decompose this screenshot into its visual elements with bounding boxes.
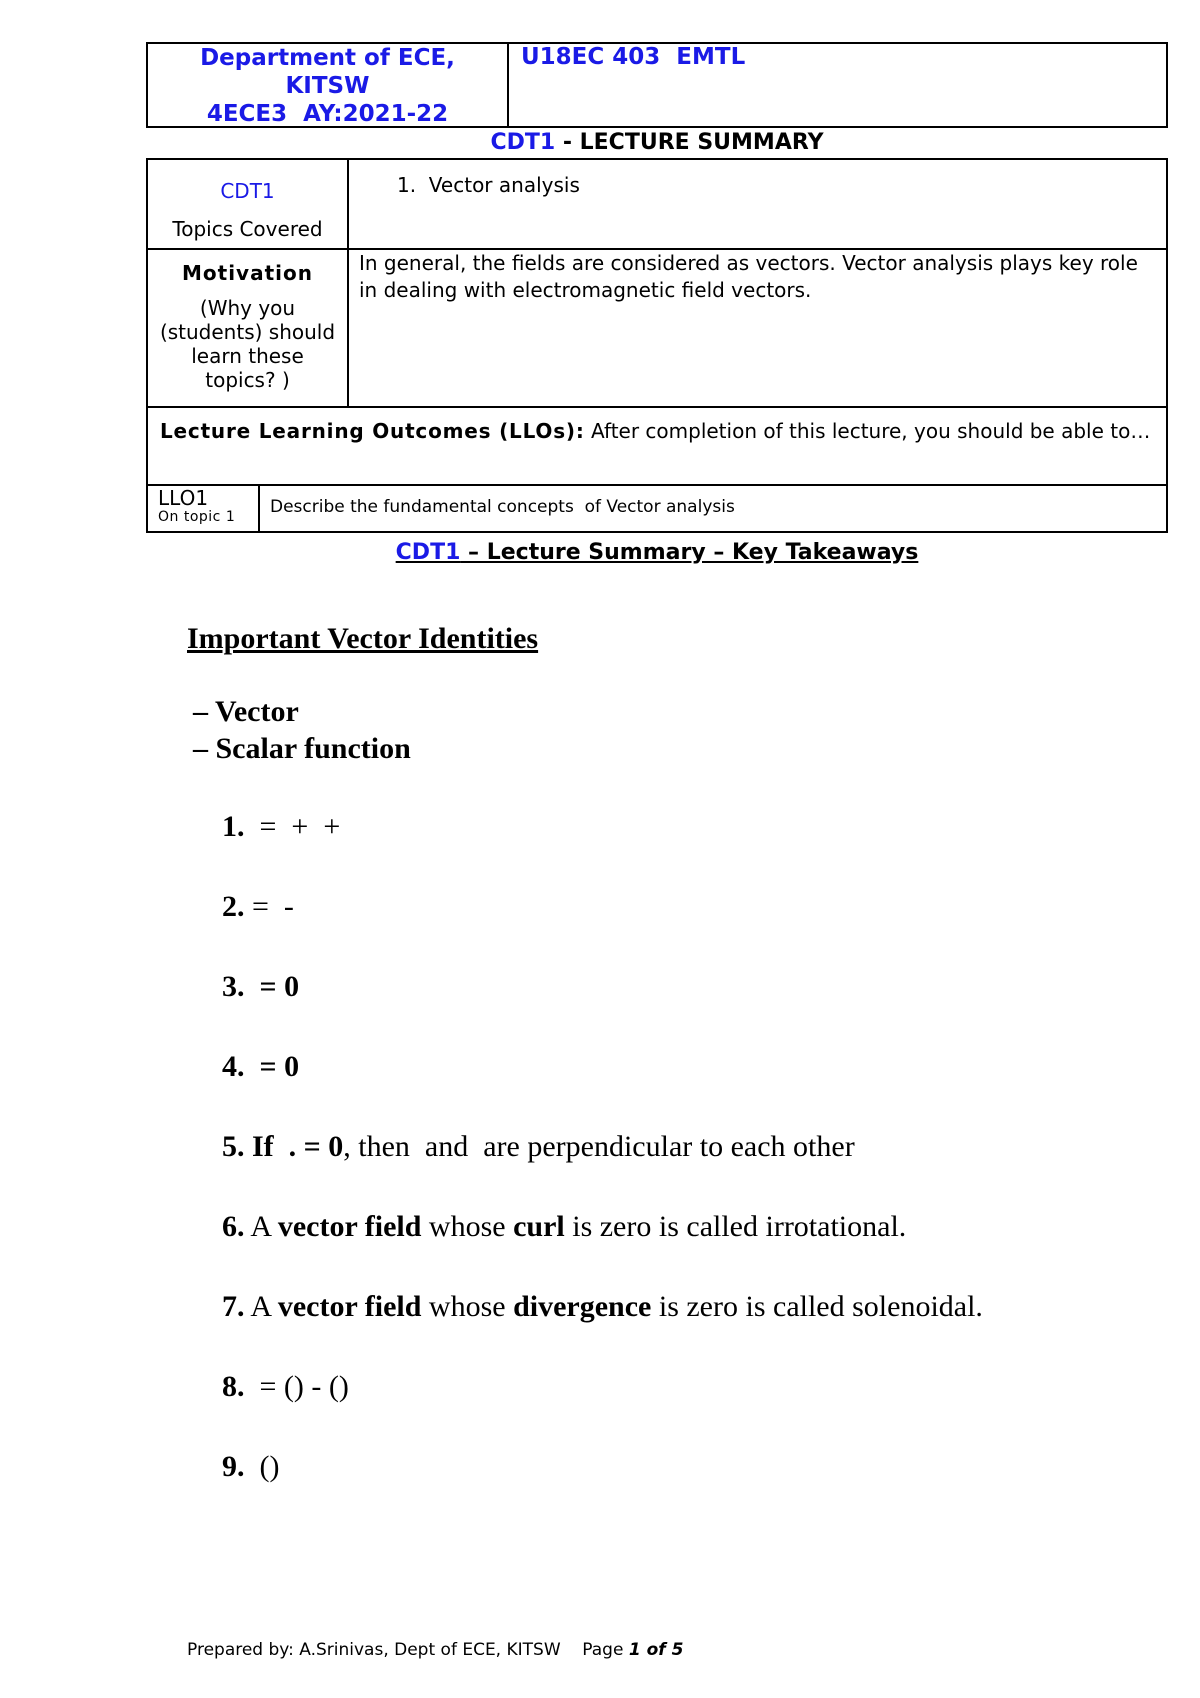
footer-total-pages: 5: [671, 1640, 684, 1660]
identities-title: Important Vector Identities: [187, 622, 539, 655]
page-footer: [187, 1640, 683, 1660]
def-vector: – Vector: [193, 695, 299, 728]
identity-number: 4.: [222, 1050, 245, 1083]
identity-number: 3.: [222, 970, 245, 1003]
summary-title-rest: - LECTURE SUMMARY: [555, 130, 824, 155]
identity-text: is zero is called irrotational.: [564, 1210, 907, 1243]
def-scalar: – Scalar function: [193, 732, 411, 765]
identity-7: [222, 1290, 983, 1324]
identity-text-bold: If . = 0: [244, 1130, 344, 1163]
term-curl: curl: [513, 1210, 565, 1243]
identity-9: [222, 1450, 279, 1484]
identity-text: , then and are perpendicular to each other: [343, 1130, 855, 1163]
identity-8: [222, 1370, 349, 1404]
llo-intro: After completion of this lecture, you should be able to…: [584, 419, 1151, 443]
identity-3: [222, 970, 299, 1004]
key-takeaways-title: [146, 540, 1168, 565]
identity-number: 8.: [222, 1370, 245, 1403]
llo1-label-cell: [148, 486, 260, 531]
dept-line-3: 4ECE3 AY:2021-22: [206, 101, 449, 127]
identity-number: 2.: [222, 890, 245, 923]
motivation-label: Motivation: [182, 261, 313, 285]
lecture-summary-title: [146, 128, 1168, 158]
llo1-label: LLO1: [158, 486, 209, 510]
identity-number: 9.: [222, 1450, 245, 1483]
term-vector-field: vector field: [277, 1290, 422, 1323]
llo1-sub: On topic 1: [158, 509, 236, 525]
identity-text: A: [244, 1210, 278, 1243]
identity-number: 6.: [222, 1210, 245, 1243]
key-takeaways-prefix: CDT1: [395, 540, 461, 565]
footer-page-number: 1: [628, 1640, 641, 1660]
footer-prepared: Prepared by: A.Srinivas, Dept of ECE, KITSW Page: [187, 1640, 629, 1660]
topics-row: [148, 160, 1166, 250]
course-cell: U18EC 403 EMTL: [521, 44, 746, 70]
topics-covered-label: Topics Covered: [172, 217, 323, 241]
department-cell: [148, 44, 509, 126]
identity-text: whose: [421, 1210, 514, 1243]
footer-of: of: [640, 1640, 672, 1660]
motivation-text: In general, the fields are considered as vectors. Vector analysis plays key role in dealing with electromagnetic field vectors.: [359, 251, 1138, 302]
identity-text: (): [244, 1450, 280, 1483]
header-box: [146, 42, 1168, 128]
topic-1: 1. Vector analysis: [397, 173, 580, 197]
identity-text: A: [244, 1290, 278, 1323]
llo1-text: Describe the fundamental concepts of Vector analysis: [270, 497, 735, 517]
identity-4: [222, 1050, 299, 1084]
identity-1: [222, 810, 340, 844]
summary-title-prefix: CDT1: [490, 130, 556, 155]
identity-text: = -: [244, 890, 294, 923]
identity-text: = 0: [244, 970, 300, 1003]
identity-2: [222, 890, 294, 924]
motivation-sub: (Why you (students) should learn these topics? ): [159, 296, 336, 392]
dept-line-2: KITSW: [285, 73, 370, 99]
identity-5: [222, 1130, 855, 1164]
identity-6: [222, 1210, 906, 1244]
identity-text: = () - (): [244, 1370, 349, 1403]
identity-text: is zero is called solenoidal.: [651, 1290, 983, 1323]
identity-number: 5.: [222, 1130, 245, 1163]
motivation-label-cell: [148, 250, 349, 406]
cdt-label: CDT1: [220, 179, 275, 203]
key-takeaways-rest: – Lecture Summary – Key Takeaways: [460, 540, 919, 565]
llo-heading: Lecture Learning Outcomes (LLOs):: [160, 419, 585, 443]
summary-table: [146, 158, 1168, 533]
topics-label-cell: [148, 160, 349, 248]
llo-heading-cell: [148, 408, 1166, 484]
term-vector-field: vector field: [277, 1210, 422, 1243]
llo-heading-row: [148, 408, 1166, 486]
identity-text: = + +: [244, 810, 341, 843]
identity-text: = 0: [244, 1050, 300, 1083]
llo1-row: [148, 486, 1166, 531]
motivation-row: [148, 250, 1166, 408]
identity-number: 7.: [222, 1290, 245, 1323]
identity-number: 1.: [222, 810, 245, 843]
dept-line-1: Department of ECE,: [200, 45, 455, 71]
term-divergence: divergence: [513, 1290, 652, 1323]
identity-text: whose: [421, 1290, 514, 1323]
